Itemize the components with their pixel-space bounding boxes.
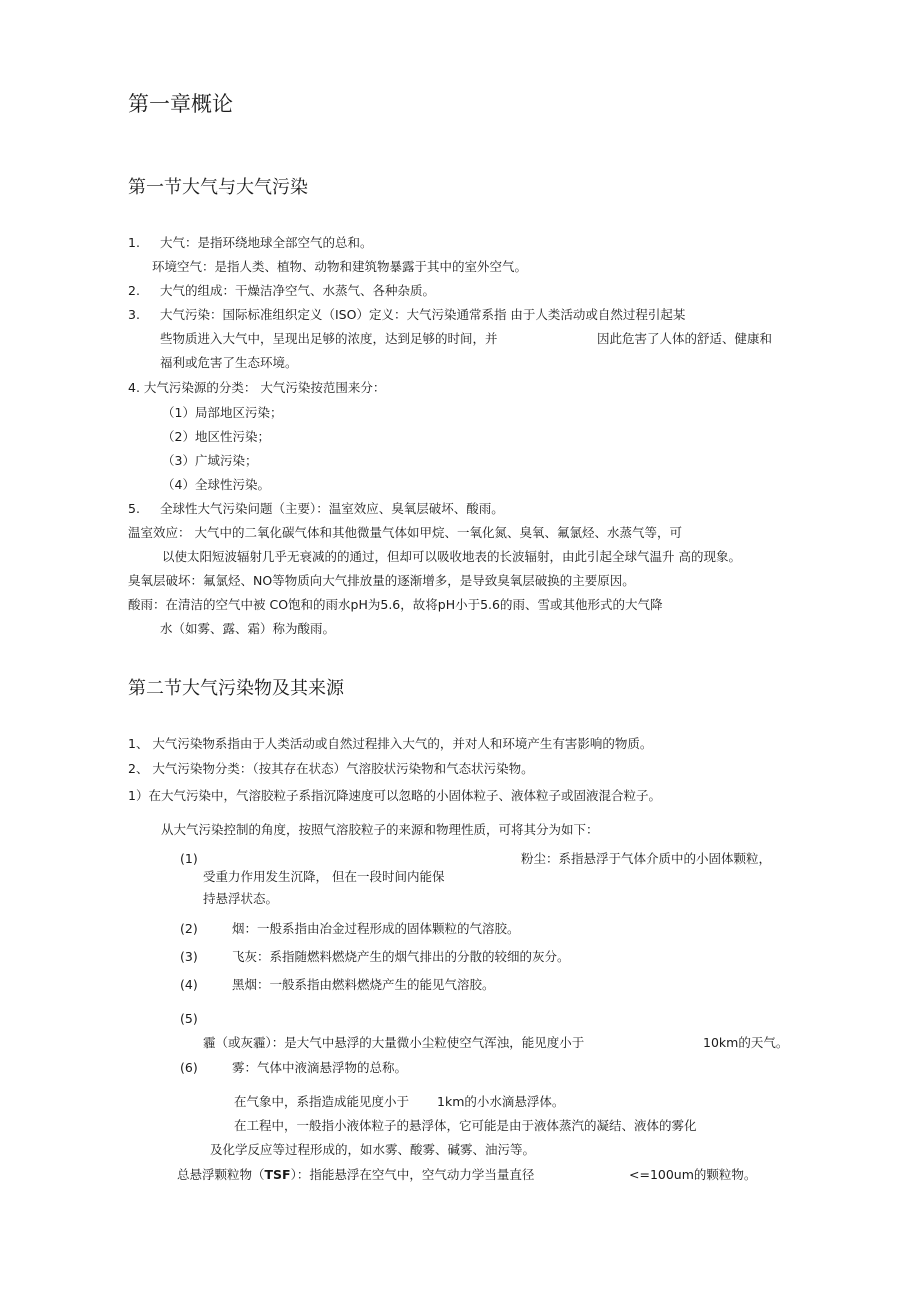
s1-item3-line2: 些物质进入大气中，呈现出足够的浓度，达到足够的时间，并 bbox=[160, 331, 498, 346]
particle-1-line3: 持悬浮状态。 bbox=[203, 891, 279, 906]
greenhouse-line1: 温室效应： 大气中的二氧化碳气体和其他微量气体如甲烷、一氧化氮、臭氧、氟氯烃、水蒸气等，可 bbox=[128, 525, 682, 540]
s1-item4-list-4: （4）全球性污染。 bbox=[162, 477, 270, 492]
particle-1-number: (1) bbox=[180, 851, 198, 866]
fog-engineering-line1: 在工程中，一般指小液体粒子的悬浮体，它可能是由于液体蒸汽的凝结、液体的雾化 bbox=[234, 1118, 697, 1133]
particle-3-number: (3) bbox=[180, 949, 198, 964]
particle-4-number: (4) bbox=[180, 977, 198, 992]
fog-engineering-line2: 及化学反应等过程形成的，如水雾、酸雾、碱雾、油污等。 bbox=[210, 1142, 536, 1157]
particle-2-number: (2) bbox=[180, 921, 198, 936]
fog-meteorology-right: 1km的小水滴悬浮体。 bbox=[437, 1094, 565, 1109]
section-1-title: 第一节大气与大气污染 bbox=[128, 177, 308, 198]
s1-item3-line1: 大气污染：国际标准组织定义（ISO）定义：大气污染通常系指 由于人类活动或自然过程引起某 bbox=[160, 307, 686, 322]
particle-5-haze-right: 10km的天气。 bbox=[703, 1035, 789, 1050]
s2-item2: 2、 大气污染物分类：（按其存在状态）气溶胶状污染物和气态状污染物。 bbox=[128, 761, 534, 776]
s1-item5: 全球性大气污染问题（主要）：温室效应、臭氧层破坏、酸雨。 bbox=[160, 501, 504, 516]
s1-item2: 大气的组成：干燥洁净空气、水蒸气、各种杂质。 bbox=[160, 283, 436, 298]
particle-2-smoke: 烟：一般系指由冶金过程形成的固体颗粒的气溶胶。 bbox=[232, 921, 520, 936]
s1-item3-line2-right: 因此危害了人体的舒适、健康和 bbox=[597, 331, 773, 346]
ozone-line: 臭氧层破坏：氟氯烃、NO等物质向大气排放量的逐渐增多，是导致臭氧层破换的主要原因。 bbox=[128, 573, 635, 588]
s1-item4: 4. 大气污染源的分类： 大气污染按范围来分： bbox=[128, 380, 386, 395]
s1-item4-list-3: （3）广域污染； bbox=[162, 453, 258, 468]
tsf-definition-right: <=100um的颗粒物。 bbox=[629, 1167, 757, 1182]
s2-item1: 1、 大气污染物系指由于人类活动或自然过程排入大气的，并对人和环境产生有害影响的物质。 bbox=[128, 736, 653, 751]
acid-rain-line2: 水（如雾、露、霜）称为酸雨。 bbox=[160, 621, 336, 636]
s1-item3-number: 3. bbox=[128, 307, 140, 322]
s1-item2-number: 2. bbox=[128, 283, 140, 298]
s2-item3: 1）在大气污染中，气溶胶粒子系指沉降速度可以忽略的小固体粒子、液体粒子或固液混合粒子。 bbox=[128, 788, 661, 803]
particle-6-number: (6) bbox=[180, 1060, 198, 1075]
fog-meteorology: 在气象中，系指造成能见度小于 bbox=[234, 1094, 410, 1109]
particle-5-haze: 霾（或灰霾）：是大气中悬浮的大量微小尘粒使空气浑浊，能见度小于 bbox=[203, 1035, 585, 1050]
tsf-definition bbox=[177, 1167, 534, 1183]
particle-6-fog: 雾：气体中液滴悬浮物的总称。 bbox=[232, 1060, 408, 1075]
particle-1-dust: 粉尘：系指悬浮于气体介质中的小固体颗粒， bbox=[521, 851, 772, 866]
particle-4-black-smoke: 黑烟：一般系指由燃料燃烧产生的能见气溶胶。 bbox=[232, 977, 495, 992]
particle-5-number: (5) bbox=[180, 1011, 198, 1026]
s1-item1: 大气：是指环绕地球全部空气的总和。 bbox=[160, 235, 373, 250]
s1-item5-number: 5. bbox=[128, 501, 140, 516]
tsf-text: ）：指能悬浮在空气中，空气动力学当量直径 bbox=[290, 1167, 535, 1182]
s1-item1-sub: 环境空气：是指人类、植物、动物和建筑物暴露于其中的室外空气。 bbox=[152, 259, 528, 274]
s1-item1-number: 1. bbox=[128, 235, 140, 250]
chapter-title: 第一章概论 bbox=[128, 92, 233, 116]
s1-item3-line3: 福利或危害了生态环境。 bbox=[160, 355, 298, 370]
section-2-title: 第二节大气污染物及其来源 bbox=[128, 678, 344, 699]
greenhouse-line2: 以使太阳短波辐射几乎无衰减的的通过，但却可以吸收地表的长波辐射，由此引起全球气温升 高的现象。 bbox=[162, 549, 741, 564]
particle-3-fly-ash: 飞灰：系指随燃料燃烧产生的烟气排出的分散的较细的灰分。 bbox=[232, 949, 570, 964]
s1-item4-list-1: （1）局部地区污染； bbox=[162, 405, 283, 420]
tsf-prefix: 总悬浮颗粒物（ bbox=[177, 1167, 265, 1182]
acid-rain-line1: 酸雨：在清洁的空气中被 CO饱和的雨水pH为5.6，故将pH小于5.6的雨、雪或其他形式的大气降 bbox=[128, 597, 663, 612]
s1-item4-list-2: （2）地区性污染； bbox=[162, 429, 270, 444]
tsf-abbreviation: TSF bbox=[264, 1167, 291, 1182]
s2-intro: 从大气污染控制的角度，按照气溶胶粒子的来源和物理性质，可将其分为如下： bbox=[161, 822, 599, 837]
particle-1-line2: 受重力作用发生沉降， 但在一段时间内能保 bbox=[203, 869, 445, 884]
